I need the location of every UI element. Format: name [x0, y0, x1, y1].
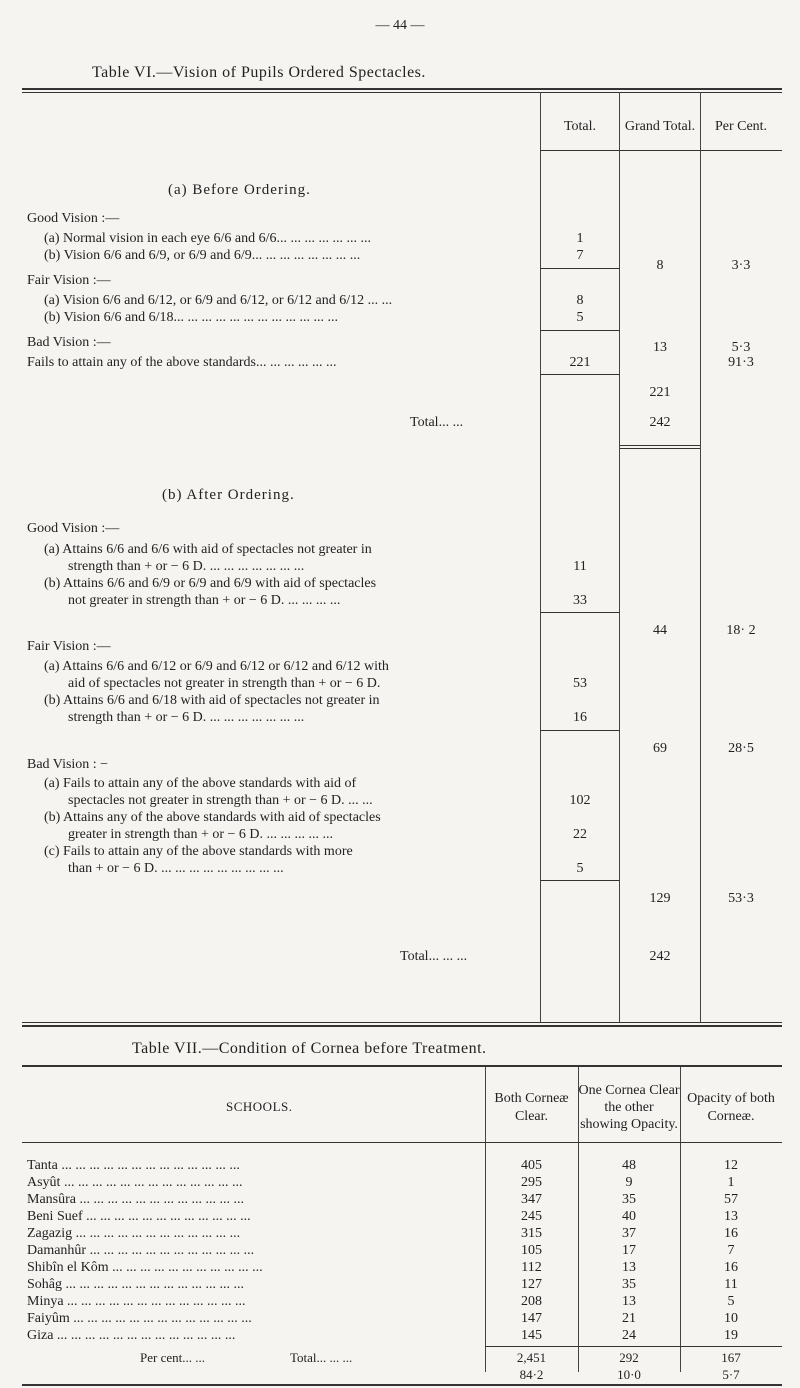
table7-total-both: 2,451 [516, 1350, 547, 1365]
table-row-opacity: 19 [724, 1328, 738, 1343]
table7-bottom-rule [22, 1384, 782, 1386]
b-fair-a-2: aid of spectacles not greater in strength than + or − 6 D. [68, 676, 381, 691]
a-total-rule-1 [620, 445, 700, 446]
a-good-label: Good Vision :— [27, 211, 120, 226]
header-one-2: the other [604, 1100, 654, 1115]
a-fair-a: (a) Vision 6/6 and 6/12, or 6/9 and 6/12, or 6/12 and 6/12 ... ... [44, 293, 393, 308]
a-good-a: (a) Normal vision in each eye 6/6 and 6/6... ... ... ... ... ... ... [44, 231, 371, 246]
table-row-opacity: 10 [724, 1311, 738, 1326]
header-schools: SCHOOLS. [226, 1099, 293, 1114]
a-total-rule-2 [620, 448, 700, 449]
a-total-value: 242 [649, 415, 671, 430]
table6-bottom-rule-2 [22, 1025, 782, 1027]
b-bad-a-2: spectacles not greater in strength than + or − 6 D. ... ... [68, 793, 373, 808]
header-per-cent: Per Cent. [714, 119, 768, 134]
a-good-b-total: 7 [576, 248, 584, 263]
table-row-one: 17 [622, 1243, 636, 1258]
b-good-label: Good Vision :— [27, 521, 120, 536]
table-row-one: 13 [622, 1260, 636, 1275]
table7-pct-both: 84·2 [519, 1367, 544, 1382]
table-row-both: 105 [521, 1243, 542, 1258]
table-row-school: Damanhûr ... ... ... ... ... ... ... ... ... ... ... ... [27, 1243, 255, 1258]
table7-header-rule [22, 1142, 782, 1143]
a-bad-subrule [540, 374, 620, 375]
b-bad-b-2: greater in strength than + or − 6 D. ... ... ... ... ... [68, 827, 334, 842]
a-fair-b-total: 5 [576, 310, 584, 325]
table-row-both: 112 [521, 1260, 542, 1275]
table-row-one: 37 [622, 1226, 636, 1241]
table-row-both: 127 [521, 1277, 542, 1292]
b-good-a-total: 11 [573, 559, 587, 574]
table-row-school: Zagazig ... ... ... ... ... ... ... ... ... ... ... ... [27, 1226, 241, 1241]
a-bad-total: 221 [569, 355, 591, 370]
table-row-school: Minya ... ... ... ... ... ... ... ... ... ... ... ... ... [27, 1294, 246, 1309]
table-row-both: 405 [521, 1158, 542, 1173]
table-row-both: 315 [521, 1226, 542, 1241]
page-number: — 44 — [375, 18, 425, 33]
table-row-one: 35 [622, 1277, 636, 1292]
a-fair-a-total: 8 [576, 293, 584, 308]
b-fair-label: Fair Vision :— [27, 639, 111, 654]
table-row-school: Beni Suef ... ... ... ... ... ... ... ... ... ... ... ... [27, 1209, 251, 1224]
a-bad-a: Fails to attain any of the above standards... ... ... ... ... ... [27, 355, 337, 370]
a-fair-grand: 13 [653, 340, 667, 355]
table7-pct-opacity: 5·7 [722, 1367, 740, 1382]
table-row-opacity: 5 [727, 1294, 735, 1309]
table-row-school: Mansûra ... ... ... ... ... ... ... ... ... ... ... ... [27, 1192, 244, 1207]
b-bad-b-1: (b) Attains any of the above standards with aid of spectacles [44, 810, 381, 825]
b-fair-a-1: (a) Attains 6/6 and 6/12 or 6/9 and 6/12 or 6/12 and 6/12 with [44, 659, 389, 674]
table-row-both: 245 [521, 1209, 542, 1224]
a-good-a-total: 1 [576, 231, 584, 246]
table7-pct-label: Per cent... ... [140, 1350, 205, 1365]
a-bad-pct: 91·3 [728, 355, 754, 370]
table6-col-divider-3 [700, 92, 701, 1022]
a-bad-grand: 221 [649, 385, 671, 400]
header-both-2: Clear. [514, 1109, 549, 1124]
a-good-pct: 3·3 [731, 258, 751, 273]
table-row-school: Asyût ... ... ... ... ... ... ... ... ... ... ... ... ... [27, 1175, 243, 1190]
table-row-both: 147 [521, 1311, 542, 1326]
table6-bottom-rule-1 [22, 1022, 782, 1023]
a-fair-b: (b) Vision 6/6 and 6/18... ... ... ... ... ... ... ... ... ... ... ... [44, 310, 339, 325]
a-bad-label: Bad Vision :— [27, 335, 111, 350]
b-fair-pct: 28·5 [728, 741, 754, 756]
header-both-1: Both Corneæ [494, 1091, 569, 1106]
header-one-1: One Cornea Clear [578, 1083, 680, 1098]
b-fair-a-total: 53 [573, 676, 587, 691]
table-row-one: 35 [622, 1192, 636, 1207]
table-row-opacity: 16 [724, 1226, 738, 1241]
table-row-one: 24 [622, 1328, 636, 1343]
table-row-opacity: 7 [727, 1243, 735, 1258]
table6-top-rule-2 [22, 92, 782, 93]
b-fair-subrule [540, 730, 620, 731]
b-good-a-2: strength than + or − 6 D. ... ... ... ... ... ... ... [68, 559, 305, 574]
table-row-both: 347 [521, 1192, 542, 1207]
b-bad-subrule [540, 880, 620, 881]
table-row-one: 13 [622, 1294, 636, 1309]
a-fair-pct: 5·3 [731, 340, 751, 355]
header-opacity-1: Opacity of both [687, 1091, 775, 1106]
b-bad-a-1: (a) Fails to attain any of the above standards with aid of [44, 776, 357, 791]
table-row-one: 48 [622, 1158, 636, 1173]
b-good-b-1: (b) Attains 6/6 and 6/9 or 6/9 and 6/9 with aid of spectacles [44, 576, 377, 591]
a-fair-label: Fair Vision :— [27, 273, 111, 288]
b-fair-b-total: 16 [573, 710, 587, 725]
b-bad-c-total: 5 [576, 861, 584, 876]
table-row-opacity: 11 [724, 1277, 738, 1292]
table7-total-opacity: 167 [721, 1350, 741, 1365]
b-bad-c-2: than + or − 6 D. ... ... ... ... ... ... ... ... ... [68, 861, 284, 876]
b-total-value: 242 [649, 949, 671, 964]
b-good-b-2: not greater in strength than + or − 6 D. ... ... ... ... [68, 593, 341, 608]
table-row-opacity: 16 [724, 1260, 738, 1275]
b-good-grand: 44 [653, 623, 667, 638]
header-rule [540, 150, 782, 151]
a-good-subrule [540, 268, 620, 269]
b-bad-b-total: 22 [573, 827, 587, 842]
table-row-opacity: 57 [724, 1192, 738, 1207]
b-total-label: Total... ... ... [400, 949, 468, 964]
b-good-a-1: (a) Attains 6/6 and 6/6 with aid of spectacles not greater in [44, 542, 372, 557]
table-row-both: 145 [521, 1328, 542, 1343]
table6-title: Table VI.—Vision of Pupils Ordered Spectacles. [92, 64, 426, 81]
table-row-school: Giza ... ... ... ... ... ... ... ... ... ... ... ... ... [27, 1328, 236, 1343]
table-row-school: Shibîn el Kôm ... ... ... ... ... ... ... ... ... ... ... [27, 1260, 263, 1275]
table-row-school: Faiyûm ... ... ... ... ... ... ... ... ... ... ... ... ... [27, 1311, 252, 1326]
table7-top-rule [22, 1065, 782, 1067]
header-grand-total: Grand Total. [624, 119, 696, 134]
table7-title: Table VII.—Condition of Cornea before Treatment. [132, 1040, 487, 1057]
section-a-heading: (a) Before Ordering. [168, 182, 311, 198]
b-good-subrule [540, 612, 620, 613]
b-fair-b-2: strength than + or − 6 D. ... ... ... ... ... ... ... [68, 710, 305, 725]
b-good-b-total: 33 [573, 593, 587, 608]
a-good-b: (b) Vision 6/6 and 6/9, or 6/9 and 6/9... ... ... ... ... ... ... ... [44, 248, 361, 263]
table-row-both: 208 [521, 1294, 542, 1309]
table-row-opacity: 13 [724, 1209, 738, 1224]
a-fair-subrule [540, 330, 620, 331]
b-bad-grand: 129 [649, 891, 671, 906]
table-row-school: Sohâg ... ... ... ... ... ... ... ... ... ... ... ... ... [27, 1277, 244, 1292]
header-total: Total. [563, 119, 597, 134]
table7-pct-one: 10·0 [617, 1367, 641, 1382]
header-one-3: showing Opacity. [580, 1117, 678, 1132]
table7-total-one: 292 [619, 1350, 639, 1365]
a-total-label: Total... ... [410, 415, 464, 430]
b-fair-grand: 69 [653, 741, 667, 756]
table-row-one: 40 [622, 1209, 636, 1224]
table7-total-rule [485, 1346, 782, 1347]
table-row-both: 295 [521, 1175, 542, 1190]
table-row-school: Tanta ... ... ... ... ... ... ... ... ... ... ... ... ... [27, 1158, 240, 1173]
a-good-grand: 8 [656, 258, 664, 273]
table6-top-rule [22, 88, 782, 90]
table-row-opacity: 1 [727, 1175, 735, 1190]
b-bad-label: Bad Vision : − [27, 757, 109, 772]
section-b-heading: (b) After Ordering. [162, 487, 295, 503]
header-opacity-2: Corneæ. [707, 1109, 755, 1124]
b-bad-pct: 53·3 [728, 891, 754, 906]
table-row-opacity: 12 [724, 1158, 738, 1173]
b-bad-c-1: (c) Fails to attain any of the above standards with more [44, 844, 353, 859]
table-row-one: 9 [625, 1175, 633, 1190]
b-good-pct: 18· 2 [726, 623, 756, 638]
table7-total-label: Total... ... ... [290, 1350, 353, 1365]
b-fair-b-1: (b) Attains 6/6 and 6/18 with aid of spectacles not greater in [44, 693, 380, 708]
b-bad-a-total: 102 [569, 793, 591, 808]
table-row-one: 21 [622, 1311, 636, 1326]
